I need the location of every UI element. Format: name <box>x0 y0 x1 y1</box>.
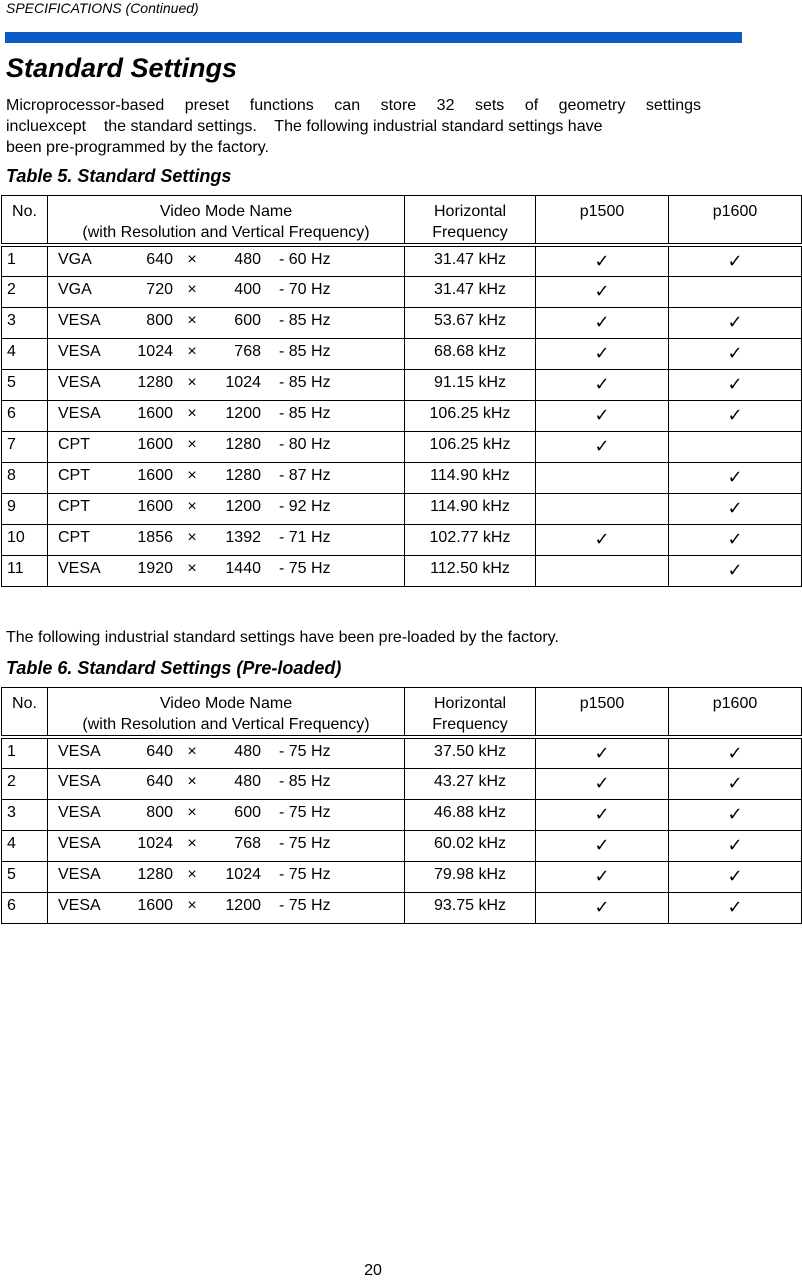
mode-refresh-rate: - 92 Hz <box>279 497 331 515</box>
video-mode-cell <box>48 768 405 799</box>
mode-vertical-res: 768 <box>234 834 261 852</box>
mode-vertical-res: 480 <box>234 743 261 760</box>
mode-times-sign: × <box>187 311 197 329</box>
row-number: 2 <box>2 276 48 307</box>
intro-line: incluexcept the standard settings. The following industrial standard settings have <box>6 118 603 135</box>
p1500-check-icon: ✓ <box>536 276 669 307</box>
p1600-check-icon: ✓ <box>669 493 802 524</box>
header-mode-line1: Video Mode Name <box>159 695 293 712</box>
mode-standard: VESA <box>58 834 101 852</box>
p1600-check-icon: ✓ <box>669 338 802 369</box>
header-mode-line2: (with Resolution and Vertical Frequency) <box>82 224 370 241</box>
video-mode-cell <box>48 400 405 431</box>
header-freq-line2: Frequency <box>432 716 508 733</box>
table-row <box>2 245 802 276</box>
p1500-check-icon <box>536 462 669 493</box>
video-mode-cell <box>48 861 405 892</box>
mode-vertical-res: 1024 <box>225 373 261 391</box>
p1500-check-icon: ✓ <box>536 830 669 861</box>
table-row <box>2 768 802 799</box>
mode-refresh-rate: - 75 Hz <box>279 559 331 577</box>
p1500-check-icon: ✓ <box>536 892 669 923</box>
mode-standard: CPT <box>58 497 90 515</box>
mode-horizontal-res: 1600 <box>137 466 173 484</box>
row-number: 6 <box>2 400 48 431</box>
video-mode-cell <box>48 245 405 276</box>
p1600-check-icon: ✓ <box>669 524 802 555</box>
horizontal-frequency: 112.50 kHz <box>405 555 536 586</box>
horizontal-frequency: 91.15 kHz <box>405 369 536 400</box>
mode-refresh-rate: - 85 Hz <box>279 373 331 391</box>
mode-vertical-res: 480 <box>234 251 261 268</box>
horizontal-frequency: 68.68 kHz <box>405 338 536 369</box>
mode-horizontal-res: 1600 <box>137 435 173 453</box>
mode-times-sign: × <box>187 743 197 760</box>
section-title: Standard Settings <box>6 53 238 83</box>
table-row <box>2 830 802 861</box>
intro-paragraph <box>6 95 701 158</box>
mode-horizontal-res: 1280 <box>137 865 173 883</box>
mode-standard: VESA <box>58 373 101 391</box>
mode-standard: CPT <box>58 466 90 484</box>
horizontal-frequency: 106.25 kHz <box>405 431 536 462</box>
mode-vertical-res: 1280 <box>225 466 261 484</box>
header-p1600: p1600 <box>669 196 802 246</box>
video-mode-cell <box>48 830 405 861</box>
header-p1500: p1500 <box>536 688 669 738</box>
mode-times-sign: × <box>187 373 197 391</box>
row-number: 6 <box>2 892 48 923</box>
mode-refresh-rate: - 75 Hz <box>279 896 331 914</box>
mode-vertical-res: 1200 <box>225 497 261 515</box>
video-mode-cell <box>48 338 405 369</box>
mode-times-sign: × <box>187 834 197 852</box>
header-no: No. <box>2 196 48 246</box>
mode-times-sign: × <box>187 865 197 883</box>
mode-vertical-res: 1440 <box>225 559 261 577</box>
mode-standard: VESA <box>58 404 101 422</box>
mode-horizontal-res: 1600 <box>137 404 173 422</box>
horizontal-frequency: 31.47 kHz <box>405 245 536 276</box>
table-row <box>2 799 802 830</box>
video-mode-cell <box>48 799 405 830</box>
video-mode-cell <box>48 307 405 338</box>
video-mode-cell <box>48 369 405 400</box>
p1500-check-icon: ✓ <box>536 400 669 431</box>
table-row <box>2 276 802 307</box>
preloaded-note: The following industrial standard settings have been pre-loaded by the factory. <box>6 629 559 646</box>
mode-refresh-rate: - 71 Hz <box>279 528 331 546</box>
header-rule <box>5 32 742 43</box>
table5-caption: Table 5. Standard Settings <box>6 166 232 186</box>
p1500-check-icon: ✓ <box>536 799 669 830</box>
mode-refresh-rate: - 80 Hz <box>279 435 331 453</box>
mode-vertical-res: 1024 <box>225 865 261 883</box>
horizontal-frequency: 106.25 kHz <box>405 400 536 431</box>
horizontal-frequency: 31.47 kHz <box>405 276 536 307</box>
mode-times-sign: × <box>187 251 197 268</box>
mode-vertical-res: 1200 <box>225 896 261 914</box>
p1500-check-icon: ✓ <box>536 338 669 369</box>
header-p1600: p1600 <box>669 688 802 738</box>
mode-times-sign: × <box>187 435 197 453</box>
mode-vertical-res: 768 <box>234 342 261 360</box>
mode-times-sign: × <box>187 803 197 821</box>
intro-line: Microprocessor-based preset functions can store 32 sets of geometry settings <box>6 97 701 114</box>
row-number: 7 <box>2 431 48 462</box>
p1500-check-icon: ✓ <box>536 737 669 768</box>
row-number: 3 <box>2 307 48 338</box>
p1600-check-icon: ✓ <box>669 369 802 400</box>
horizontal-frequency: 114.90 kHz <box>405 493 536 524</box>
row-number: 1 <box>2 737 48 768</box>
mode-times-sign: × <box>187 896 197 914</box>
table-row <box>2 524 802 555</box>
p1500-check-icon: ✓ <box>536 369 669 400</box>
mode-refresh-rate: - 85 Hz <box>279 342 331 360</box>
horizontal-frequency: 114.90 kHz <box>405 462 536 493</box>
header-freq <box>405 688 536 738</box>
p1600-check-icon: ✓ <box>669 400 802 431</box>
row-number: 8 <box>2 462 48 493</box>
header-freq-line2: Frequency <box>432 224 508 241</box>
table-row <box>2 369 802 400</box>
mode-vertical-res: 600 <box>234 803 261 821</box>
video-mode-cell <box>48 892 405 923</box>
table-row <box>2 861 802 892</box>
mode-horizontal-res: 800 <box>146 803 173 821</box>
mode-refresh-rate: - 75 Hz <box>279 803 331 821</box>
header-mode-line2: (with Resolution and Vertical Frequency) <box>82 716 370 733</box>
horizontal-frequency: 93.75 kHz <box>405 892 536 923</box>
mode-vertical-res: 1280 <box>225 435 261 453</box>
horizontal-frequency: 53.67 kHz <box>405 307 536 338</box>
table5 <box>1 195 802 587</box>
mode-horizontal-res: 1280 <box>137 373 173 391</box>
mode-standard: VESA <box>58 743 101 760</box>
table6 <box>1 687 802 924</box>
video-mode-cell <box>48 493 405 524</box>
mode-vertical-res: 480 <box>234 772 261 790</box>
p1600-check-icon: ✓ <box>669 861 802 892</box>
row-number: 10 <box>2 524 48 555</box>
table-row <box>2 400 802 431</box>
mode-horizontal-res: 1024 <box>137 342 173 360</box>
mode-vertical-res: 1200 <box>225 404 261 422</box>
header-mode <box>48 688 405 738</box>
mode-standard: VESA <box>58 896 101 914</box>
mode-times-sign: × <box>187 466 197 484</box>
mode-times-sign: × <box>187 342 197 360</box>
mode-refresh-rate: - 87 Hz <box>279 466 331 484</box>
video-mode-cell <box>48 524 405 555</box>
table-row <box>2 737 802 768</box>
video-mode-cell <box>48 737 405 768</box>
header-mode <box>48 196 405 246</box>
mode-times-sign: × <box>187 772 197 790</box>
header-no: No. <box>2 688 48 738</box>
p1500-check-icon: ✓ <box>536 524 669 555</box>
page-number: 20 <box>364 1262 382 1279</box>
p1500-check-icon: ✓ <box>536 245 669 276</box>
mode-refresh-rate: - 75 Hz <box>279 834 331 852</box>
mode-horizontal-res: 720 <box>146 280 173 298</box>
video-mode-cell <box>48 462 405 493</box>
mode-standard: VESA <box>58 803 101 821</box>
p1600-check-icon: ✓ <box>669 830 802 861</box>
p1600-check-icon: ✓ <box>669 737 802 768</box>
row-number: 1 <box>2 245 48 276</box>
mode-standard: VESA <box>58 865 101 883</box>
header-freq <box>405 196 536 246</box>
mode-times-sign: × <box>187 280 197 298</box>
table-row <box>2 338 802 369</box>
row-number: 5 <box>2 861 48 892</box>
mode-refresh-rate: - 75 Hz <box>279 865 331 883</box>
p1600-check-icon: ✓ <box>669 892 802 923</box>
mode-times-sign: × <box>187 528 197 546</box>
mode-horizontal-res: 1920 <box>137 559 173 577</box>
horizontal-frequency: 102.77 kHz <box>405 524 536 555</box>
table6-header-row <box>2 688 802 738</box>
running-head: SPECIFICATIONS (Continued) <box>6 0 199 16</box>
mode-times-sign: × <box>187 497 197 515</box>
mode-standard: VESA <box>58 311 101 329</box>
mode-refresh-rate: - 85 Hz <box>279 311 331 329</box>
mode-vertical-res: 400 <box>234 280 261 298</box>
mode-horizontal-res: 1600 <box>137 497 173 515</box>
table-row <box>2 493 802 524</box>
mode-refresh-rate: - 75 Hz <box>279 743 331 760</box>
intro-line: been pre-programmed by the factory. <box>6 139 269 156</box>
row-number: 3 <box>2 799 48 830</box>
mode-refresh-rate: - 85 Hz <box>279 772 331 790</box>
row-number: 11 <box>2 555 48 586</box>
p1500-check-icon: ✓ <box>536 307 669 338</box>
mode-standard: VESA <box>58 342 101 360</box>
table-row <box>2 892 802 923</box>
p1600-check-icon: ✓ <box>669 555 802 586</box>
p1500-check-icon <box>536 555 669 586</box>
table-row <box>2 307 802 338</box>
video-mode-cell <box>48 276 405 307</box>
horizontal-frequency: 46.88 kHz <box>405 799 536 830</box>
header-freq-line1: Horizontal <box>433 695 507 712</box>
mode-standard: CPT <box>58 435 90 453</box>
mode-horizontal-res: 640 <box>146 251 173 268</box>
header-mode-line1: Video Mode Name <box>159 203 293 220</box>
mode-refresh-rate: - 70 Hz <box>279 280 331 298</box>
mode-standard: VESA <box>58 772 101 790</box>
mode-standard: VGA <box>58 280 92 298</box>
mode-horizontal-res: 800 <box>146 311 173 329</box>
p1600-check-icon: ✓ <box>669 245 802 276</box>
mode-vertical-res: 1392 <box>225 528 261 546</box>
p1600-check-icon: ✓ <box>669 307 802 338</box>
row-number: 4 <box>2 830 48 861</box>
mode-horizontal-res: 1024 <box>137 834 173 852</box>
mode-horizontal-res: 1600 <box>137 896 173 914</box>
p1600-check-icon: ✓ <box>669 799 802 830</box>
horizontal-frequency: 60.02 kHz <box>405 830 536 861</box>
table-row <box>2 462 802 493</box>
mode-standard: CPT <box>58 528 90 546</box>
p1500-check-icon <box>536 493 669 524</box>
p1500-check-icon: ✓ <box>536 431 669 462</box>
mode-horizontal-res: 640 <box>146 743 173 760</box>
table5-header-row <box>2 196 802 246</box>
table-row <box>2 431 802 462</box>
row-number: 4 <box>2 338 48 369</box>
header-freq-line1: Horizontal <box>433 203 507 220</box>
mode-standard: VGA <box>58 251 92 268</box>
mode-refresh-rate: - 85 Hz <box>279 404 331 422</box>
horizontal-frequency: 43.27 kHz <box>405 768 536 799</box>
p1600-check-icon: ✓ <box>669 768 802 799</box>
mode-times-sign: × <box>187 404 197 422</box>
row-number: 2 <box>2 768 48 799</box>
row-number: 5 <box>2 369 48 400</box>
mode-times-sign: × <box>187 559 197 577</box>
horizontal-frequency: 79.98 kHz <box>405 861 536 892</box>
mode-standard: VESA <box>58 559 101 577</box>
p1500-check-icon: ✓ <box>536 768 669 799</box>
p1600-check-icon <box>669 431 802 462</box>
mode-refresh-rate: - 60 Hz <box>279 251 331 268</box>
p1600-check-icon: ✓ <box>669 462 802 493</box>
horizontal-frequency: 37.50 kHz <box>405 737 536 768</box>
mode-horizontal-res: 640 <box>146 772 173 790</box>
mode-vertical-res: 600 <box>234 311 261 329</box>
video-mode-cell <box>48 555 405 586</box>
mode-horizontal-res: 1856 <box>137 528 173 546</box>
video-mode-cell <box>48 431 405 462</box>
p1600-check-icon <box>669 276 802 307</box>
table-row <box>2 555 802 586</box>
header-p1500: p1500 <box>536 196 669 246</box>
table6-caption: Table 6. Standard Settings (Pre-loaded) <box>6 658 342 678</box>
p1500-check-icon: ✓ <box>536 861 669 892</box>
row-number: 9 <box>2 493 48 524</box>
